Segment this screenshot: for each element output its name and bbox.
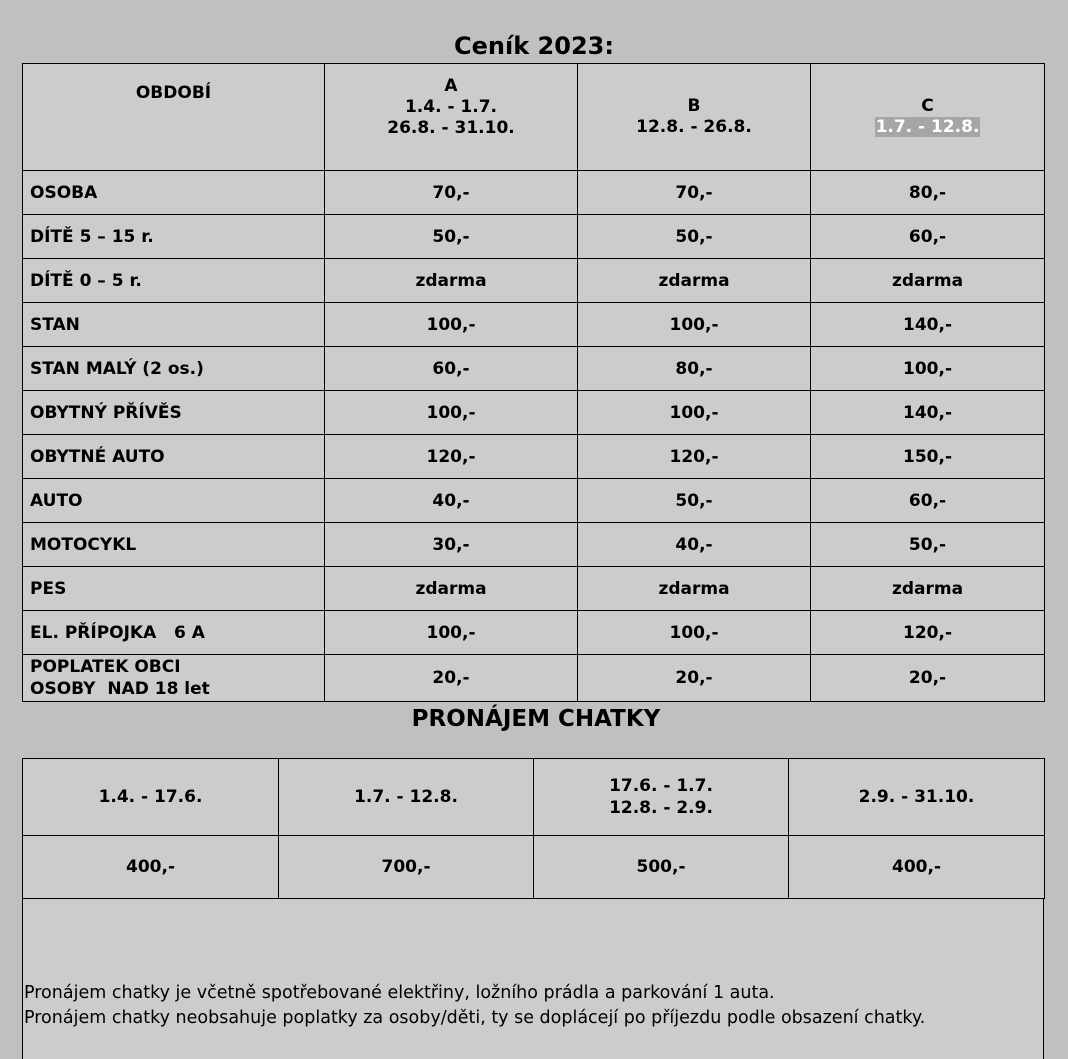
header-column-a: [325, 64, 578, 171]
price-c: 150,-: [811, 435, 1045, 479]
price-c: 20,-: [811, 655, 1045, 702]
price-c: 80,-: [811, 171, 1045, 215]
table-row: [23, 523, 1045, 567]
price-a: zdarma: [325, 567, 578, 611]
column-c-period: 1.7. - 12.8.: [875, 117, 980, 137]
price-a: 30,-: [325, 523, 578, 567]
column-a-letter: A: [444, 76, 458, 96]
table-row: [23, 611, 1045, 655]
table-row: [23, 259, 1045, 303]
column-c-letter: C: [921, 96, 934, 116]
page-title: Ceník 2023:: [454, 32, 614, 60]
row-label: EL. PŘÍPOJKA 6 A: [23, 611, 325, 655]
row-label-line-1: POPLATEK OBCI: [30, 657, 181, 677]
price-b: zdarma: [578, 259, 811, 303]
price-b: 80,-: [578, 347, 811, 391]
price-c: zdarma: [811, 259, 1045, 303]
cabin-period: [534, 759, 789, 836]
header-period-label: OBDOBÍ: [23, 64, 325, 171]
price-a: 60,-: [325, 347, 578, 391]
price-table-header: [23, 64, 1045, 171]
row-label: AUTO: [23, 479, 325, 523]
price-b: 120,-: [578, 435, 811, 479]
price-a: 40,-: [325, 479, 578, 523]
price-a: 120,-: [325, 435, 578, 479]
price-b: zdarma: [578, 567, 811, 611]
cabin-period-line: 1.4. - 17.6.: [98, 787, 203, 807]
row-label: STAN MALÝ (2 os.): [23, 347, 325, 391]
price-c: 60,-: [811, 479, 1045, 523]
cabin-period-line: 2.9. - 31.10.: [858, 787, 975, 807]
note-line-2: Pronájem chatky neobsahuje poplatky za osoby/děti, ty se doplácejí po příjezdu podle obsazení chatky.: [24, 1008, 926, 1028]
price-b: 40,-: [578, 523, 811, 567]
cabin-period-line: 1.7. - 12.8.: [354, 787, 458, 807]
row-label: DÍTĚ 5 – 15 r.: [23, 215, 325, 259]
table-row: [23, 567, 1045, 611]
column-a-period-2: 26.8. - 31.10.: [387, 118, 515, 138]
column-b-letter: B: [687, 96, 701, 116]
column-b-period: 12.8. - 26.8.: [636, 117, 752, 137]
cabin-price: 400,-: [789, 836, 1045, 899]
row-label: OBYTNÝ PŘÍVĚS: [23, 391, 325, 435]
price-c: 140,-: [811, 391, 1045, 435]
price-b: 20,-: [578, 655, 811, 702]
price-a: 100,-: [325, 391, 578, 435]
header-column-c: [811, 64, 1045, 171]
price-c: 140,-: [811, 303, 1045, 347]
cabin-periods-row: [23, 759, 1045, 836]
table-row: [23, 347, 1045, 391]
price-a: 100,-: [325, 611, 578, 655]
price-b: 100,-: [578, 611, 811, 655]
table-row: [23, 171, 1045, 215]
cabin-prices-row: [23, 836, 1045, 899]
price-c: 120,-: [811, 611, 1045, 655]
price-c: 100,-: [811, 347, 1045, 391]
cabin-period-line: 17.6. - 1.7.: [609, 776, 713, 796]
row-label: [23, 655, 325, 702]
price-c: zdarma: [811, 567, 1045, 611]
cabin-section-title: PRONÁJEM CHATKY: [411, 706, 661, 732]
column-a-period-1: 1.4. - 1.7.: [404, 97, 498, 117]
table-row: [23, 303, 1045, 347]
cabin-period: [279, 759, 534, 836]
row-label: STAN: [23, 303, 325, 347]
cabin-period-line: 12.8. - 2.9.: [609, 798, 713, 818]
header-column-b: [578, 64, 811, 171]
cabin-period: [789, 759, 1045, 836]
row-label: OSOBA: [23, 171, 325, 215]
price-b: 70,-: [578, 171, 811, 215]
price-c: 50,-: [811, 523, 1045, 567]
row-label-line-2: OSOBY NAD 18 let: [30, 679, 210, 699]
table-row: [23, 215, 1045, 259]
price-b: 100,-: [578, 391, 811, 435]
row-label: DÍTĚ 0 – 5 r.: [23, 259, 325, 303]
price-a: 100,-: [325, 303, 578, 347]
price-b: 50,-: [578, 479, 811, 523]
table-row: [23, 391, 1045, 435]
table-row: [23, 655, 1045, 702]
table-row: [23, 479, 1045, 523]
cabin-price: 500,-: [534, 836, 789, 899]
price-c: 60,-: [811, 215, 1045, 259]
row-label: PES: [23, 567, 325, 611]
price-a: 50,-: [325, 215, 578, 259]
price-b: 100,-: [578, 303, 811, 347]
cabin-price: 400,-: [23, 836, 279, 899]
row-label: MOTOCYKL: [23, 523, 325, 567]
note-line-1: Pronájem chatky je včetně spotřebované elektřiny, ložního prádla a parkování 1 auta.: [24, 983, 775, 1003]
price-a: zdarma: [325, 259, 578, 303]
table-row: [23, 435, 1045, 479]
price-table: [22, 63, 1045, 702]
row-label: OBYTNÉ AUTO: [23, 435, 325, 479]
cabin-table: [22, 758, 1045, 899]
price-a: 70,-: [325, 171, 578, 215]
notes-box: [22, 898, 1044, 1059]
price-b: 50,-: [578, 215, 811, 259]
price-a: 20,-: [325, 655, 578, 702]
cabin-price: 700,-: [279, 836, 534, 899]
cabin-period: [23, 759, 279, 836]
